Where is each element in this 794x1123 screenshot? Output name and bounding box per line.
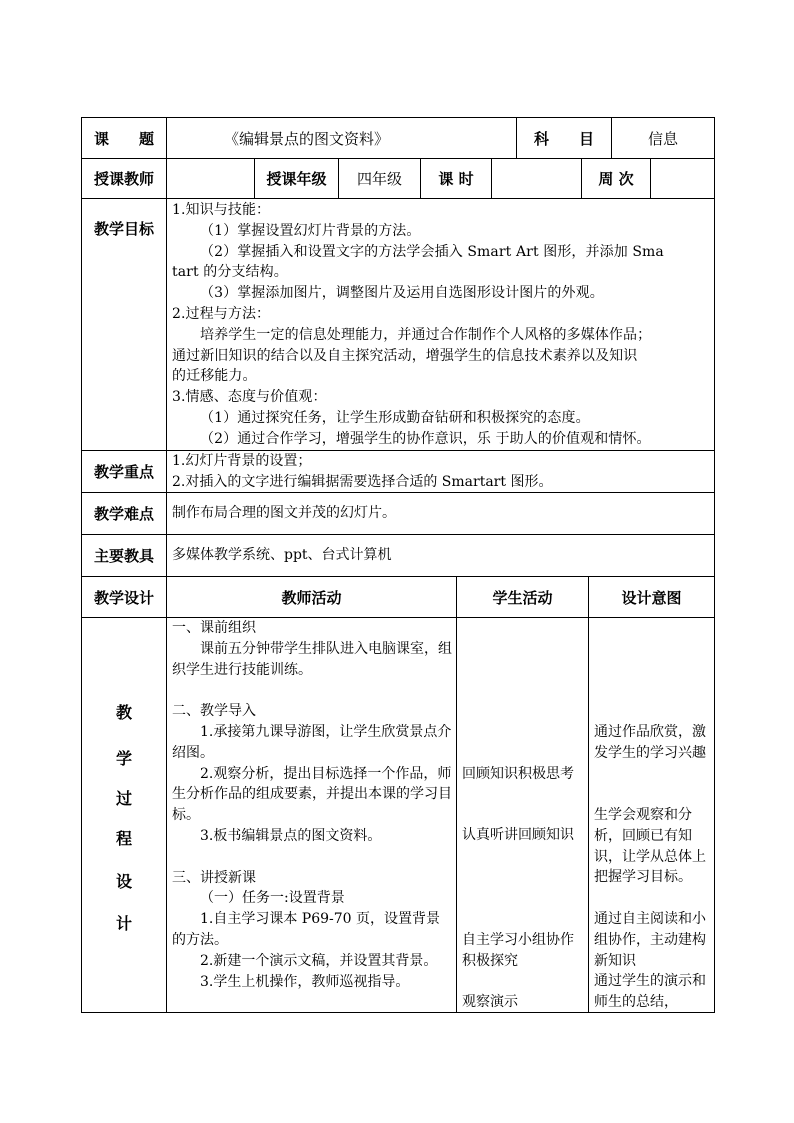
tools-text: 多媒体教学系统、ppt、台式计算机 bbox=[172, 547, 392, 564]
subject-value: 信息 bbox=[647, 129, 678, 148]
goals-line: （1）掌握设置幻灯片背景的方法。 bbox=[200, 222, 421, 239]
key-points-label: 教学重点 bbox=[93, 463, 154, 481]
teacher-activity-text: 1.承接第九课导游图，让学生欣赏景点介绍图。 bbox=[172, 723, 452, 761]
process-label-char: 程 bbox=[115, 829, 132, 848]
key-points-content bbox=[172, 451, 712, 492]
subject-label: 科 目 bbox=[533, 129, 594, 148]
goals-line: 3.情感、态度与价值观： bbox=[172, 389, 327, 406]
design-intent-1: 通过作品欣赏，激发学生的学习兴趣 bbox=[594, 724, 706, 761]
table-border bbox=[588, 576, 589, 1012]
goals-line: 的迁移能力。 bbox=[172, 368, 257, 385]
section-title: 一、课前组织 bbox=[172, 620, 256, 636]
goals-line: 1.知识与技能： bbox=[172, 202, 271, 218]
table-border bbox=[81, 198, 715, 199]
goals-line: （1）通过探究任务，让学生形成勤奋钻研和积极探究的态度。 bbox=[200, 409, 590, 426]
teacher-activity-text: 2.观察分析，提出目标选择一个作品，师生分析作品的组成要素，并提出本课的学习目标。 bbox=[172, 765, 452, 824]
teacher-activity-text: 3.板书编辑景点的图文资料。 bbox=[200, 827, 382, 844]
period-value bbox=[492, 159, 581, 198]
goals-line: 培养学生一定的信息处理能力，并通过合作制作个人风格的多媒体作品； bbox=[200, 326, 652, 343]
process-label-char: 设 bbox=[115, 872, 132, 891]
teacher-activity-content bbox=[172, 618, 454, 1012]
design-intent-header: 设计意图 bbox=[621, 588, 682, 607]
period-label: 课 时 bbox=[438, 170, 474, 188]
week-label: 周 次 bbox=[598, 170, 634, 188]
teacher-activity-text: 1.自主学习课本 P69-70 页，设置背景的方法。 bbox=[172, 911, 441, 948]
student-activity-3: 自主学习小组协作积极探究 bbox=[462, 932, 574, 969]
design-intent-2: 生学会观察和分析，回顾已有知识，让学从总体上把握学习目标。 bbox=[594, 807, 706, 886]
student-activity-1: 回顾知识积极思考 bbox=[462, 766, 574, 782]
teacher-activity-header: 教师活动 bbox=[281, 588, 342, 607]
topic-value: 《编辑景点的图文资料》 bbox=[223, 129, 389, 148]
process-label-char: 计 bbox=[115, 914, 132, 933]
goals-line: tart 的分支结构。 bbox=[172, 264, 288, 281]
grade-value: 四年级 bbox=[356, 170, 402, 188]
design-label: 教学设计 bbox=[93, 588, 154, 607]
process-label bbox=[82, 618, 166, 1012]
table-border bbox=[166, 117, 167, 1012]
teacher-value bbox=[167, 159, 254, 198]
grade-label: 授课年级 bbox=[266, 170, 327, 188]
section-title: 二、教学导入 bbox=[172, 703, 256, 720]
student-activity-4: 观察演示 bbox=[462, 994, 518, 1010]
goals-line: 通过新旧知识的结合以及自主探究活动，增强学生的信息技术素养以及知识 bbox=[172, 347, 638, 364]
student-activity-header: 学生活动 bbox=[492, 588, 553, 607]
key-point-line: 1.幻灯片背景的设置； bbox=[172, 453, 312, 469]
goals-line: 2.过程与方法： bbox=[172, 305, 271, 322]
difficulties-label: 教学难点 bbox=[93, 505, 154, 523]
goals-line: （2）通过合作学习，增强学生的协作意识，乐 于助人的价值观和情怀。 bbox=[200, 430, 651, 447]
process-label-char: 过 bbox=[115, 789, 132, 808]
goals-content bbox=[172, 200, 712, 450]
topic-label: 课 题 bbox=[93, 129, 154, 148]
key-point-line: 2.对插入的文字进行编辑据需要选择合适的 Smartart 图形。 bbox=[172, 473, 553, 490]
teacher-activity-text: 2.新建一个演示文稿，并设置其背景。 bbox=[200, 952, 438, 969]
design-intent-3: 通过自主阅读和小组协作，主动建构新知识 bbox=[594, 911, 706, 969]
tools-label: 主要教具 bbox=[93, 547, 154, 565]
process-label-char: 教 bbox=[115, 703, 132, 722]
table-border bbox=[81, 1012, 715, 1013]
design-intent-4: 通过学生的演示和师生的总结， bbox=[594, 973, 706, 1010]
goals-line: （2）掌握插入和设置文字的方法学会插入 Smart Art 图形，并添加 Sma bbox=[200, 243, 664, 260]
table-border bbox=[456, 576, 457, 1012]
section-title: 三、讲授新课 bbox=[172, 869, 256, 886]
teacher-activity-text: 课前五分钟带学生排队进入电脑课室，组织学生进行技能训练。 bbox=[172, 640, 452, 678]
table-border bbox=[714, 117, 715, 1012]
week-value bbox=[651, 159, 714, 198]
task-title: （一）任务一:设置背景 bbox=[200, 890, 345, 907]
student-activity-2: 认真听讲回顾知识 bbox=[462, 827, 574, 843]
teacher-activity-text: 3.学生上机操作，教师巡视指导。 bbox=[200, 973, 410, 990]
process-label-char: 学 bbox=[115, 749, 132, 768]
goals-label: 教学目标 bbox=[93, 220, 154, 238]
difficulties-text: 制作布局合理的图文并茂的幻灯片。 bbox=[172, 505, 396, 522]
goals-line: （3）掌握添加图片，调整图片及运用自选图形设计图片的外观。 bbox=[200, 285, 604, 302]
teacher-label: 授课教师 bbox=[93, 170, 154, 188]
